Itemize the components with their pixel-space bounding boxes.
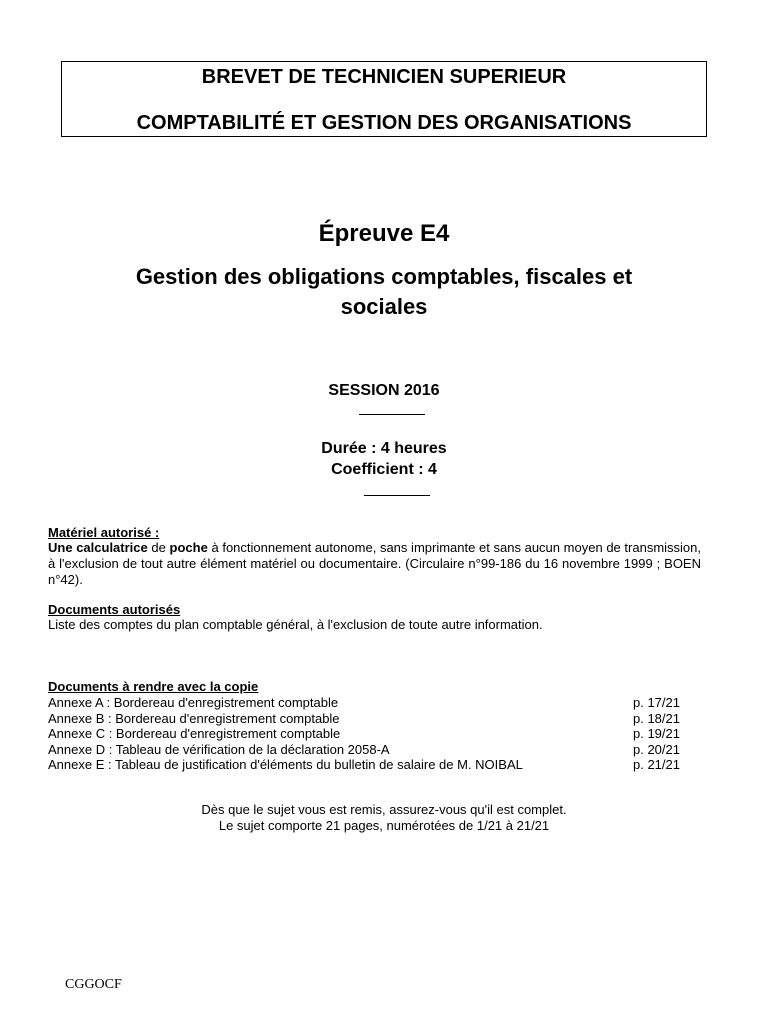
- annex-page: p. 21/21: [633, 757, 680, 772]
- header-box: [61, 61, 707, 137]
- annex-row: [48, 742, 688, 758]
- annex-page: p. 19/21: [633, 726, 680, 741]
- materiel-heading: Matériel autorisé :: [48, 525, 160, 540]
- annex-row: [48, 711, 688, 727]
- materiel-text-2: à fonctionnement autonome, sans imprimante et sans aucun moyen de transmission, à l'exclusion de tout autre élément matériel ou documentaire. (Circulaire n°99-186 du 16 novembre 1999 ; BOEN n°42).: [48, 540, 702, 587]
- materiel-text-1: de: [147, 540, 170, 555]
- annex-page: p. 17/21: [633, 695, 680, 710]
- annex-page: p. 20/21: [633, 741, 680, 757]
- materiel-bold-2: poche: [169, 540, 208, 555]
- annex-label: Annexe B : Bordereau d'enregistrement comptable: [48, 710, 340, 726]
- annex-row: [48, 726, 688, 742]
- exam-title-line-1: Gestion des obligations comptables, fiscales et: [135, 264, 633, 289]
- annex-label: Annexe A : Bordereau d'enregistrement comptable: [48, 695, 339, 710]
- annex-label: Annexe E : Tableau de justification d'éléments du bulletin de salaire de M. NOIBAL: [48, 757, 523, 772]
- notice-line-2: Le sujet comporte 21 pages, numérotées de 1/21 à 21/21: [218, 818, 550, 833]
- separator-2: [364, 495, 430, 496]
- materiel-bold-1: Une calculatrice: [48, 540, 148, 555]
- header-line-1: BREVET DE TECHNICIEN SUPERIEUR: [201, 66, 567, 88]
- epreuve-title: Épreuve E4: [318, 220, 450, 247]
- documents-autorises-heading: Documents autorisés: [48, 602, 181, 617]
- exam-title-line-2: sociales: [340, 294, 428, 319]
- annex-page: p. 18/21: [633, 710, 680, 726]
- notice-line-1: Dès que le sujet vous est remis, assurez-vous qu'il est complet.: [201, 802, 567, 817]
- session-label: SESSION 2016: [328, 382, 440, 399]
- materiel-text: [48, 540, 701, 588]
- annex-label: Annexe C : Bordereau d'enregistrement comptable: [48, 726, 341, 741]
- documents-rendre-heading: Documents à rendre avec la copie: [48, 679, 259, 694]
- annex-row: [48, 695, 688, 711]
- duree-label: Durée : 4 heures: [321, 440, 447, 457]
- coefficient-label: Coefficient : 4: [331, 461, 437, 478]
- annex-row: [48, 757, 688, 773]
- documents-autorises-text: Liste des comptes du plan comptable général, à l'exclusion de toute autre information.: [48, 617, 543, 632]
- annex-label: Annexe D : Tableau de vérification de la déclaration 2058-A: [48, 741, 390, 757]
- header-line-2: COMPTABILITÉ ET GESTION DES ORGANISATIONS: [136, 112, 632, 134]
- separator-1: [359, 414, 425, 415]
- footer-code: CGGOCF: [65, 977, 122, 992]
